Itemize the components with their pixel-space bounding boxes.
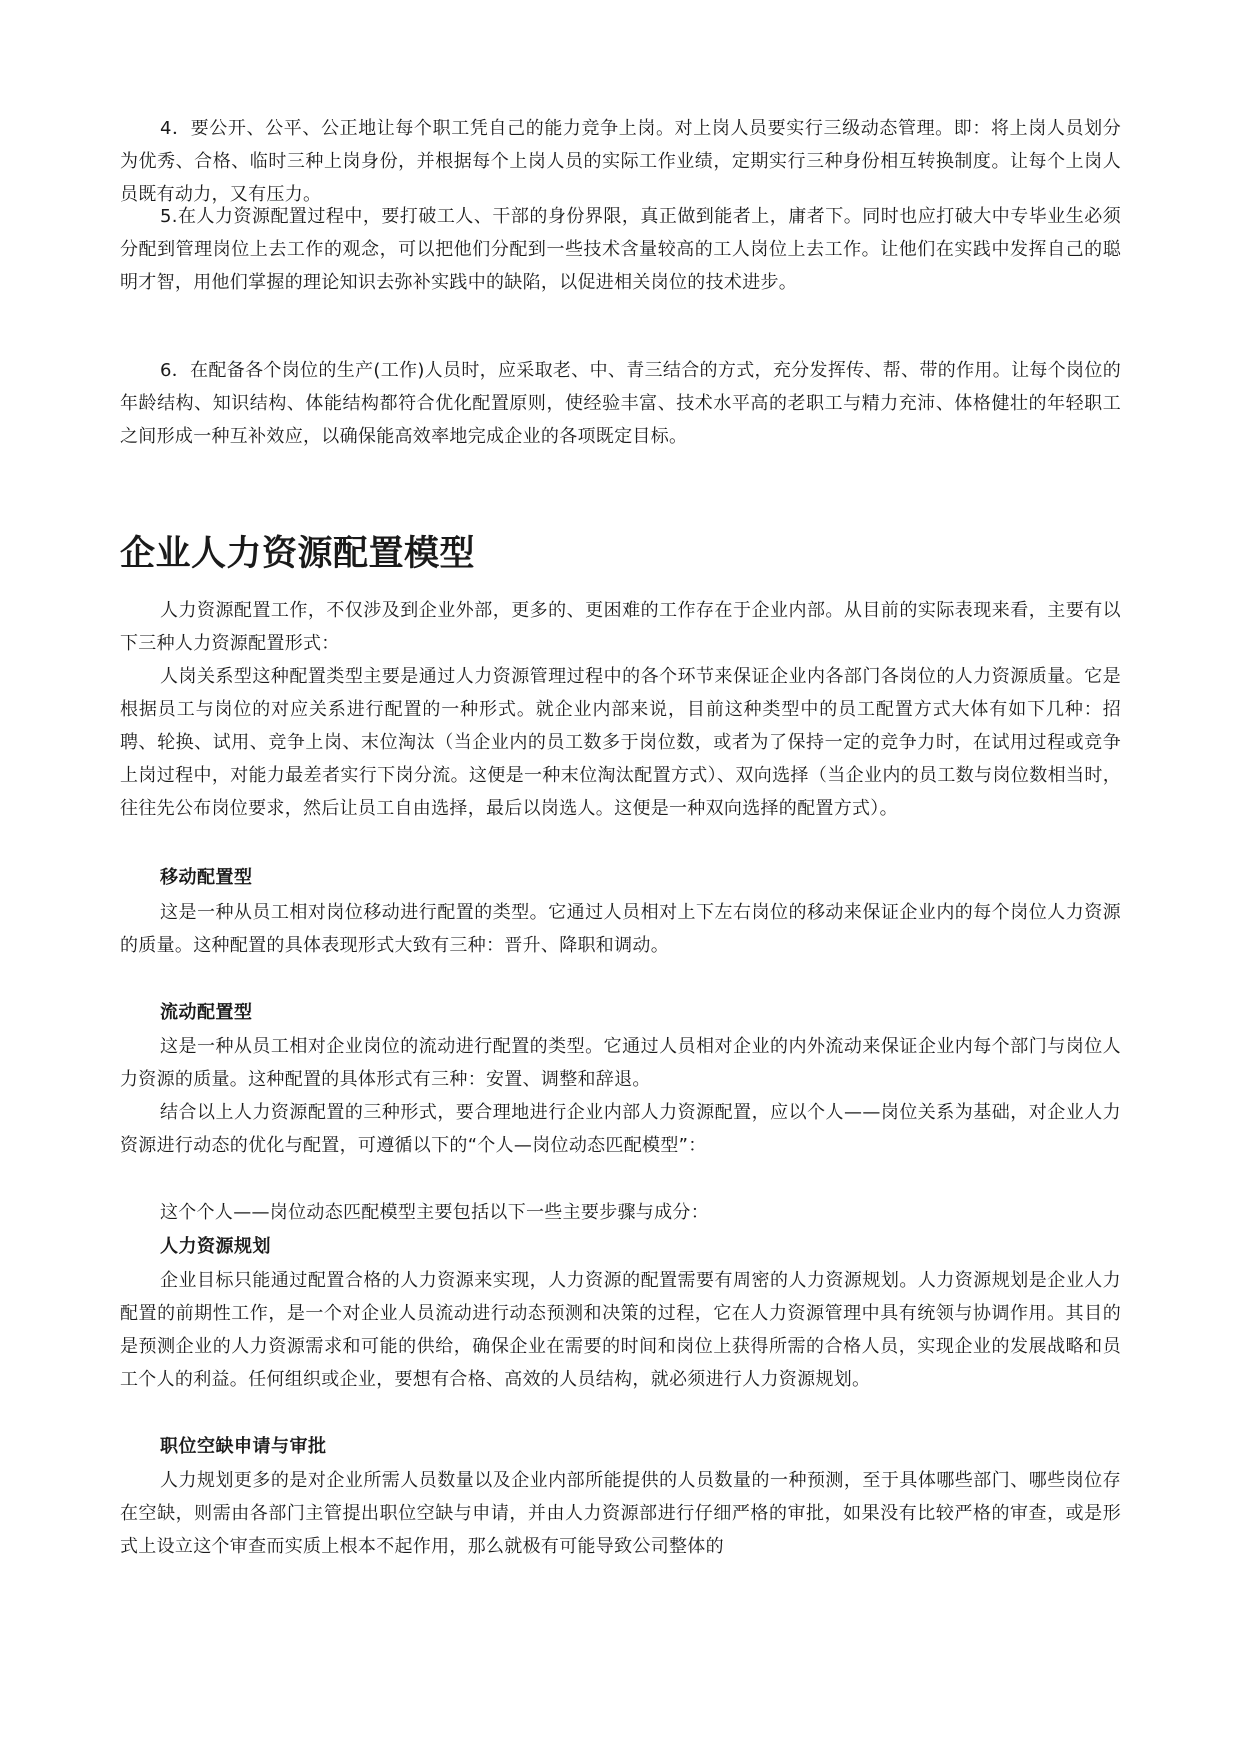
post-relation-paragraph: 人岗关系型这种配置类型主要是通过人力资源管理过程中的各个环节来保证企业内各部门各岗位的人力资源质量。它是根据员工与岗位的对应关系进行配置的一种形式。就企业内部来说，目前这种类型中的员工配置方式大体有如下几种：招聘、轮换、试用、竞争上岗、末位淘汰（当企业内的员工数多于岗位数，或者为了保持一定的竞争力时，在试用过程或竞争上岗过程中，对能力最差者实行下岗分流。这便是一种末位淘汰配置方式）、双向选择（当企业内的员工数与岗位数相当时，往往先公布岗位要求，然后让员工自由选择，最后以岗选人。这便是一种双向选择的配置方式）。 — [120, 666, 1121, 819]
mobile-config-heading: 移动配置型 — [160, 867, 253, 888]
planning-heading: 人力资源规划 — [160, 1236, 271, 1257]
planning-paragraph: 企业目标只能通过配置合格的人力资源来实现，人力资源的配置需要有周密的人力资源规划。人力资源规划是企业人力配置的前期性工作，是一个对企业人员流动进行动态预测和决策的过程，它在人力资源管理中具有统领与协调作用。其目的是预测企业的人力资源需求和可能的供给，确保企业在需要的时间和岗位上获得所需的合格人员，实现企业的发展战略和员工个人的利益。任何组织或企业，要想有合格、高效的人员结构，就必须进行人力资源规划。 — [120, 1270, 1121, 1390]
combine-paragraph: 结合以上人力资源配置的三种形式，要合理地进行企业内部人力资源配置，应以个人——岗位关系为基础，对企业人力资源进行动态的优化与配置，可遵循以下的“个人—岗位动态匹配模型”： — [120, 1102, 1121, 1156]
flow-config-paragraph: 这是一种从员工相对企业岗位的流动进行配置的类型。它通过人员相对企业的内外流动来保证企业内每个部门与岗位人力资源的质量。这种配置的具体形式有三种：安置、调整和辞退。 — [120, 1036, 1121, 1090]
section-title: 企业人力资源配置模型 — [120, 534, 476, 574]
section-intro: 人力资源配置工作，不仅涉及到企业外部，更多的、更困难的工作存在于企业内部。从目前的实际表现来看，主要有以下三种人力资源配置形式： — [120, 600, 1121, 654]
paragraph-item-6: 6．在配备各个岗位的生产(工作)人员时，应采取老、中、青三结合的方式，充分发挥传、帮、带的作用。让每个岗位的年龄结构、知识结构、体能结构都符合优化配置原则，使经验丰富、技术水平高的老职工与精力充沛、体格健壮的年轻职工之间形成一种互补效应，以确保能高效率地完成企业的各项既定目标。 — [120, 360, 1121, 447]
mobile-config-paragraph: 这是一种从员工相对岗位移动进行配置的类型。它通过人员相对上下左右岗位的移动来保证企业内的每个岗位人力资源的质量。这种配置的具体表现形式大致有三种：晋升、降职和调动。 — [120, 902, 1121, 956]
model-paragraph: 这个个人——岗位动态匹配模型主要包括以下一些主要步骤与成分： — [160, 1202, 709, 1223]
flow-config-heading: 流动配置型 — [160, 1002, 253, 1023]
paragraph-item-4: 4．要公开、公平、公正地让每个职工凭自己的能力竞争上岗。对上岗人员要实行三级动态管理。即：将上岗人员划分为优秀、合格、临时三种上岗身份，并根据每个上岗人员的实际工作业绩，定期实行三种身份相互转换制度。让每个上岗人员既有动力，又有压力。 — [120, 118, 1121, 205]
vacancy-paragraph: 人力规划更多的是对企业所需人员数量以及企业内部所能提供的人员数量的一种预测，至于具体哪些部门、哪些岗位存在空缺，则需由各部门主管提出职位空缺与申请，并由人力资源部进行仔细严格的审批，如果没有比较严格的审查，或是形式上设立这个审查而实质上根本不起作用，那么就极有可能导致公司整体的 — [120, 1470, 1121, 1557]
vacancy-heading: 职位空缺申请与审批 — [160, 1436, 327, 1457]
paragraph-item-5: 5.在人力资源配置过程中，要打破工人、干部的身份界限，真正做到能者上，庸者下。同时也应打破大中专毕业生必须分配到管理岗位上去工作的观念，可以把他们分配到一些技术含量较高的工人岗位上去工作。让他们在实践中发挥自己的聪明才智，用他们掌握的理论知识去弥补实践中的缺陷，以促进相关岗位的技术进步。 — [120, 206, 1121, 293]
